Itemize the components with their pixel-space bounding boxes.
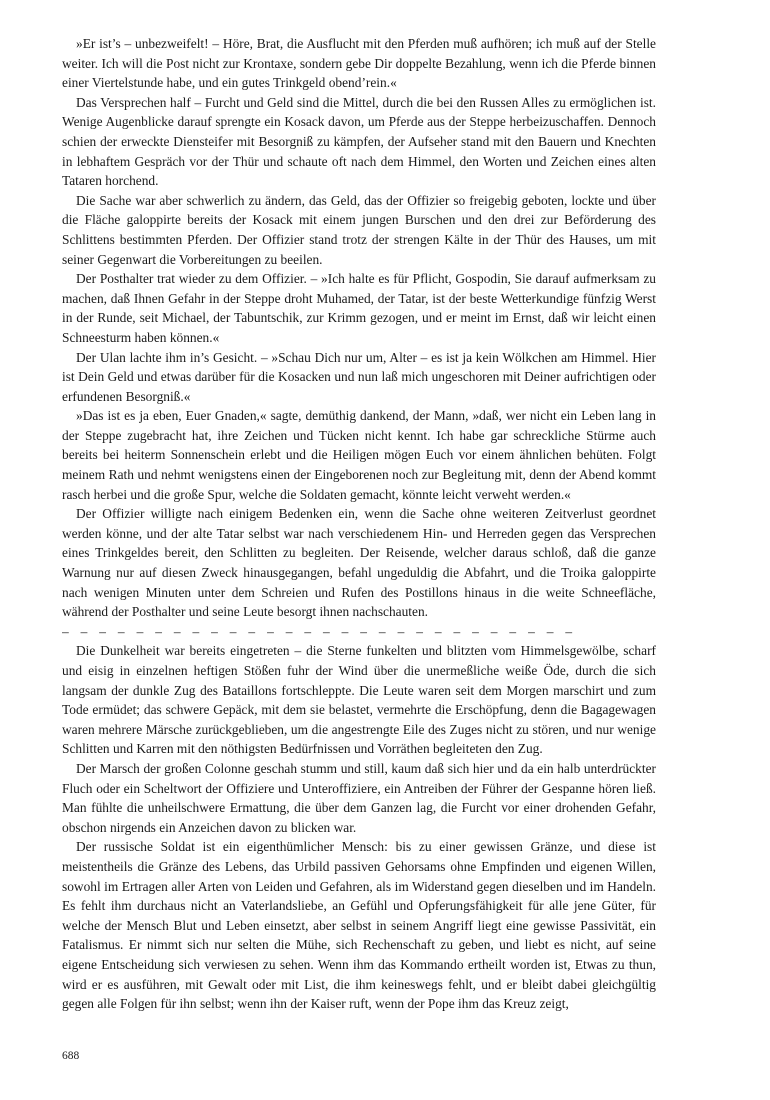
section-break: – – – – – – – – – – – – – – – – – – – – – – – – – – – – <box>62 623 577 639</box>
page-number: 688 <box>62 1050 80 1062</box>
paragraph: Das Versprechen half – Furcht und Geld sind die Mittel, durch die bei den Russen Alles zu ermöglichen ist. Wenige Augenblicke darauf sprengte ein Kosack davon, um Pferde aus der Steppe herbeizuschaffen. Dennoch schien der erweckte Diensteifer mit Besorgniß zu kämpfen, der Aufseher stand mit den Bauern und Knechten in lebhaftem Gespräch vor der Thür und schaute oft nach dem Himmel, den Worten und Zeichen eines alten Tataren horchend. <box>62 94 656 189</box>
page-body <box>62 34 656 1014</box>
paragraph: »Er ist’s – unbezweifelt! – Höre, Brat, die Ausflucht mit den Pferden muß aufhören; ich muß auf der Stelle weiter. Ich will die Post nicht zur Krontaxe, sondern gebe Dir doppelte Bezahlung, wenn ich die Pferde binnen einer Viertelstunde habe, und ein gutes Trinkgeld obend’rein.« <box>62 36 656 91</box>
paragraph: Der Offizier willigte nach einigem Bedenken ein, wenn die Sache ohne weiteren Zeitverlust geordnet werden könne, und der alte Tatar selbst war nach verschiedenem Hin- und Herreden gegen das Versprechen eines Trinkgeldes bereit, den Schlitten zu begleiten. Der Reisende, welcher daraus schloß, daß die ganze Warnung nur auf diesen Zweck hinausgegangen, befahl ungeduldig die Abfahrt, und die Troika galoppirte nach wenigen Minuten unter dem Schreien und Rufen des Postillons hinaus in die weite Schneefläche, während der Posthalter und seine Leute besorgt ihnen nachschauten. <box>62 506 656 620</box>
paragraph: Der Posthalter trat wieder zu dem Offizier. – »Ich halte es für Pflicht, Gospodin, Sie darauf aufmerksam zu machen, daß Ihnen Gefahr in der Steppe droht Muhamed, der Tatar, ist der beste Wetterkundige fünfzig Werst in der Runde, seit Michael, der Tabuntschik, zur Krimm gezogen, und er meint im Ernst, daß wir leicht einen Schneesturm haben können.« <box>62 271 656 345</box>
paragraph: »Das ist es ja eben, Euer Gnaden,« sagte, demüthig dankend, der Mann, »daß, wer nicht ein Leben lang in der Steppe zugebracht hat, ihre Zeichen und Tücken nicht kennt. Ich habe gar schreckliche Stürme auch bereits bei heiterm Sonnenschein erlebt und die Heiligen mögen Euch vor einem ähnlichen behüten. Folgt meinem Rath und nehmt wenigstens einen der Eingeborenen noch zur Begleitung mit, denn der Abend kommt rasch herbei und die große Spur, welche die Soldaten gemacht, könnte leicht verweht werden.« <box>62 408 656 502</box>
paragraph: Der Ulan lachte ihm in’s Gesicht. – »Schau Dich nur um, Alter – es ist ja kein Wölkchen am Himmel. Hier ist Dein Geld und etwas darüber für die Kosacken und nun laß mich ungeschoren mit Deiner aufrichtigen oder erfundenen Besorgniß.« <box>62 349 656 404</box>
paragraph: Die Sache war aber schwerlich zu ändern, das Geld, das der Offizier so freigebig geboten, lockte und über die Fläche galoppirte bereits der Kosack mit einem jungen Burschen und den drei zur Beförderung des Schlittens bestimmten Pferden. Der Offizier stand trotz der strengen Kälte in der Thür des Hauses, um mit seiner Gegenwart die Vorbereitungen zu beeilen. <box>62 192 656 267</box>
paragraph: Der russische Soldat ist ein eigenthümlicher Mensch: bis zu einer gewissen Gränze, und diese ist meistentheils die Gränze des Lebens, das Urbild passiven Gehorsams ohne Empfinden und eigenen Willen, sowohl im Ertragen aller Arten von Leiden und Gefahren, als im Widerstand gegen dieselben und im Handeln. Es fehlt ihm durchaus nicht an Vaterlandsliebe, an Gefühl und Opferungsfähigkeit für alle jene Güter, für welche der Mensch Blut und Leben einsetzt, aber selbst in seinem Angriff liegt eine gewisse Passivität, ein Fatalismus. Er nimmt sich nur selten die Mühe, sich Rechenschaft zu geben, und liebt es nicht, auf seine eigene Entscheidung sich verwiesen zu sehen. Wenn ihm das Kommando ertheilt worden ist, Etwas zu thun, wird er es ausführen, mit Gewalt oder mit List, die ihm keineswegs fehlt, und er bleibt dabei gleichgültig gegen alle Folgen für ihn selbst; wenn ihn der Kaiser ruft, wenn der Pope ihm das Kreuz zeigt, <box>62 839 656 1012</box>
paragraph: Die Dunkelheit war bereits eingetreten – die Sterne funkelten und blitzten vom Himmelsgewölbe, scharf und eisig in einzelnen heftigen Stößen fuhr der Wind über die unermeßliche weiße Öde, durch die sich langsam der dunkle Zug des Bataillons fortschleppte. Die Leute waren seit dem Morgen marschirt und zum Tode ermüdet; das schwere Gepäck, mit dem sie belastet, vermehrte die Erschöpfung, denn die Bagagewagen waren mehrere Märsche zurückgeblieben, um die angestrengte Eile des Zuges nicht zu stören, und nur wenige Schlitten und Karren mit den nöthigsten Bedürfnissen und Vorräthen begleiteten den Zug. <box>62 643 656 757</box>
paragraph: Der Marsch der großen Colonne geschah stumm und still, kaum daß sich hier und da ein halb unterdrückter Fluch oder ein Scheltwort der Offiziere und Unteroffiziere, ein Antreiben der Führer der Gespanne hören ließ. Man fühlte die unheilschwere Ermattung, die über dem Ganzen lag, die Furcht vor einer drohenden Gefahr, obschon nirgends ein Anzeichen davon zu blicken war. <box>62 760 656 835</box>
